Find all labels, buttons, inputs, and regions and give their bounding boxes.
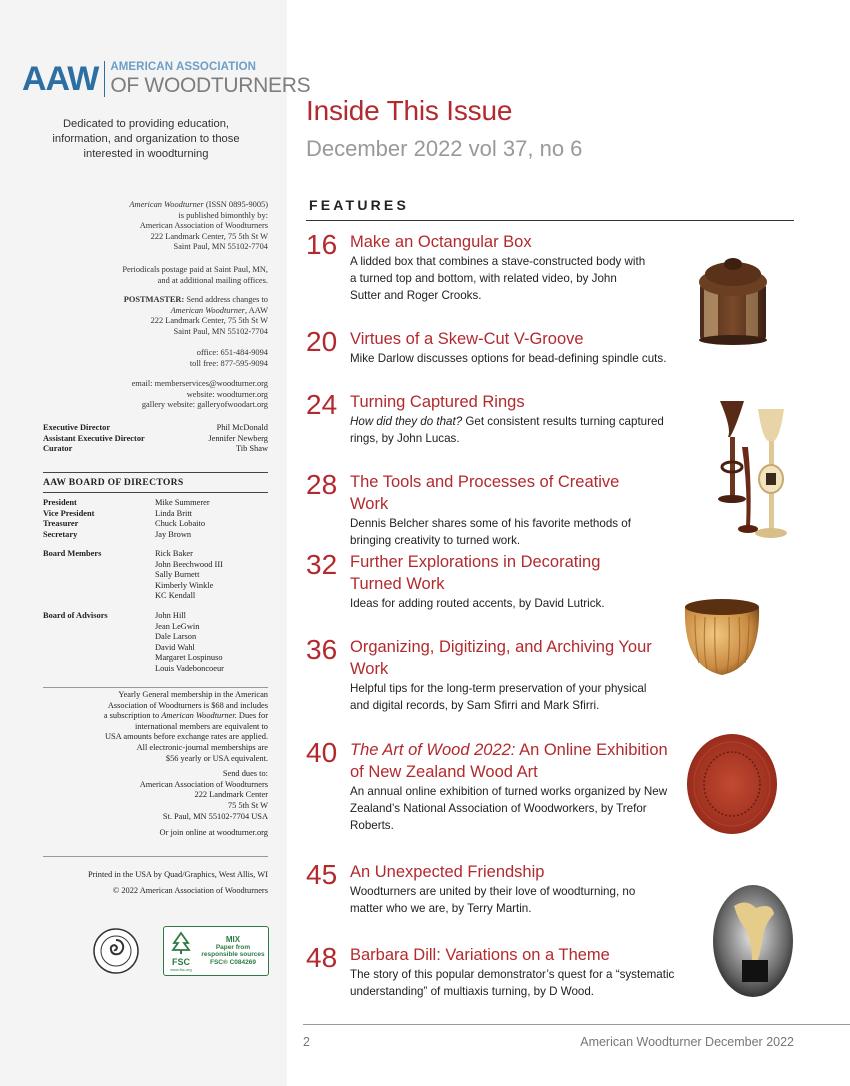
phone-info (40, 348, 268, 369)
board-heading: AAW BOARD OF DIRECTORS (43, 477, 184, 488)
page-number: 36 (306, 634, 338, 665)
article-description: Woodturners are united by their love of woodturning, no matter who we are, by Terry Martin. (350, 885, 636, 915)
gallery-link[interactable]: gallery website: galleryofwoodart.org (141, 400, 268, 410)
publication-footer: American Woodturner December 2022 (580, 1035, 794, 1049)
article-description: An annual online exhibition of turned works organized by New Zealand’s National Association of Woodworkers, by Trefor Roberts. (350, 785, 668, 832)
article-entry[interactable] (306, 861, 651, 917)
article-title[interactable]: Barbara Dill: Variations on a Theme (350, 946, 610, 964)
board-advisors: Board of Advisors John Hill Jean LeGwin Dale Larson David Wahl Margaret Lospinuso Louis Vadeboncoeur (43, 611, 224, 673)
page-number: 16 (306, 229, 338, 260)
copyright: © 2022 American Association of Woodturners (112, 886, 268, 895)
logo-line1: AMERICAN ASSOCIATION (110, 61, 257, 74)
page-title: Inside This Issue (306, 95, 513, 126)
fsc-certification: FSC www.fsc.org MIX Paper from responsible sources FSC® C084269 (163, 926, 269, 976)
issue-subtitle: December 2022 vol 37, no 6 (306, 136, 583, 161)
article-entry[interactable] (306, 328, 696, 367)
logo-line2: OF WOODTURNERS (110, 73, 311, 97)
divider (43, 472, 268, 473)
membership-info: Yearly General membership in the American Association of Woodturners is $68 and includes a subscription to American Woodturner. Dues for international members are equivalent to USA amounts before exchange rates are applied. All electronic-journal memberships are $56 yearly or USA equivalent. Send dues to: American Association of Woodturners 222 Landmark Center 75 5th St W St. Paul, MN 55102-7704 USA Or join online at woodturner.org (43, 690, 268, 839)
executive-staff: Executive Director Phil McDonald Assistant Executive Director Jennifer Newberg Curator Tib Shaw (43, 423, 268, 454)
article-title[interactable]: Make an Octangular Box (350, 233, 532, 251)
email-link[interactable]: email: memberservices@woodturner.org (131, 379, 268, 388)
article-description: A lidded box that combines a stave-constructed body with a turned top and bottom, with related video, by John Sutter and Roger Crooks. (350, 255, 646, 302)
article-description: Dennis Belcher shares some of his favorite methods of bringing creativity to turned work. (350, 517, 631, 547)
octangular-box-image (694, 252, 772, 346)
article-title[interactable]: Virtues of a Skew-Cut V-Groove (350, 330, 584, 348)
page-number: 28 (306, 469, 338, 500)
article-entry[interactable] (306, 739, 676, 834)
article-description: How did they do that? Get consistent results turning captured rings, by John Lucas. (350, 415, 664, 445)
board-officers: President Mike Summerer Vice President Linda Britt Treasurer Chuck Lobaito Secretary Jay Brown (43, 498, 210, 539)
article-entry[interactable] (306, 471, 656, 549)
article-title[interactable]: The Tools and Processes of Creative Work (350, 473, 620, 513)
article-entry[interactable] (306, 231, 646, 304)
postmaster-info: POSTMASTER: Send address changes to American Woodturner, AAW 222 Landmark Center, 75 5th St W Saint Paul, MN 55102-7704 (123, 295, 268, 336)
article-entry[interactable] (306, 551, 636, 612)
page-number: 24 (306, 389, 338, 420)
nz-wood-art-platter-image (685, 732, 779, 836)
website-link[interactable]: website: woodturner.org (186, 389, 268, 399)
office-phone: office: 651-484-9094 (196, 348, 268, 357)
fsc-tree-icon (168, 931, 194, 955)
sculpture-image (712, 884, 794, 998)
article-title[interactable]: The Art of Wood 2022: An Online Exhibition of New Zealand Wood Art (350, 741, 668, 781)
page-number-footer: 2 (303, 1035, 310, 1049)
article-title[interactable]: Organizing, Digitizing, and Archiving Your Work (350, 638, 652, 678)
divider (43, 687, 268, 688)
article-description: Mike Darlow discusses options for bead-defining spindle cuts. (350, 352, 667, 365)
tagline: Dedicated to providing education, information, and organization to those interested in woodturning (52, 118, 240, 160)
divider (43, 492, 268, 493)
article-description: The story of this popular demonstrator’s quest for a “systematic understanding” of multiaxis turning, by D Wood. (350, 968, 675, 998)
features-divider (306, 220, 794, 221)
board-members: Board Members Rick Baker John Beechwood III Sally Burnett Kimberly Winkle KC Kendall (43, 549, 223, 601)
article-entry[interactable] (306, 391, 686, 447)
periodicals-info: Periodicals postage paid at Saint Paul, MN, and at additional mailing offices. (122, 265, 268, 285)
publisher-info: American Woodturner (ISSN 0895-9005) is published bimonthly by: American Association of Woodturners 222 Landmark Center, 75 5th St W Saint Paul, MN 55102-7704 (129, 200, 268, 252)
join-online-link[interactable]: Or join online at woodturner.org (159, 828, 268, 838)
article-description: Helpful tips for the long-term preservation of your physical and digital records, by Sam Sfirri and Mark Sfirri. (350, 682, 647, 712)
aaw-logo (22, 61, 310, 97)
page-number: 48 (306, 942, 338, 973)
masthead-sidebar (0, 0, 287, 1086)
page-number: 45 (306, 859, 338, 890)
article-entry[interactable] (306, 636, 666, 714)
divider (43, 856, 268, 857)
tollfree-phone: toll free: 877-595-9094 (189, 358, 268, 368)
page-number: 32 (306, 549, 338, 580)
decorated-bowl-image (681, 597, 763, 679)
web-info (40, 379, 268, 411)
page-number: 40 (306, 737, 338, 768)
footer-divider (303, 1024, 850, 1025)
article-description: Ideas for adding routed accents, by David Lutrick. (350, 597, 605, 610)
logo-divider (104, 61, 105, 97)
article-title[interactable]: An Unexpected Friendship (350, 863, 545, 881)
printer-info: Printed in the USA by Quad/Graphics, West Allis, WI © 2022 American Association of Woodturners (43, 867, 268, 899)
logo-abbr: AAW (22, 60, 99, 98)
article-entry[interactable] (306, 944, 696, 1000)
page-number: 20 (306, 326, 338, 357)
features-heading: FEATURES (309, 197, 410, 213)
captured-rings-image (714, 397, 806, 547)
article-title[interactable]: Turning Captured Rings (350, 393, 525, 411)
article-title[interactable]: Further Explorations in Decorating Turned Work (350, 553, 601, 593)
recycle-seal-icon (92, 927, 140, 975)
